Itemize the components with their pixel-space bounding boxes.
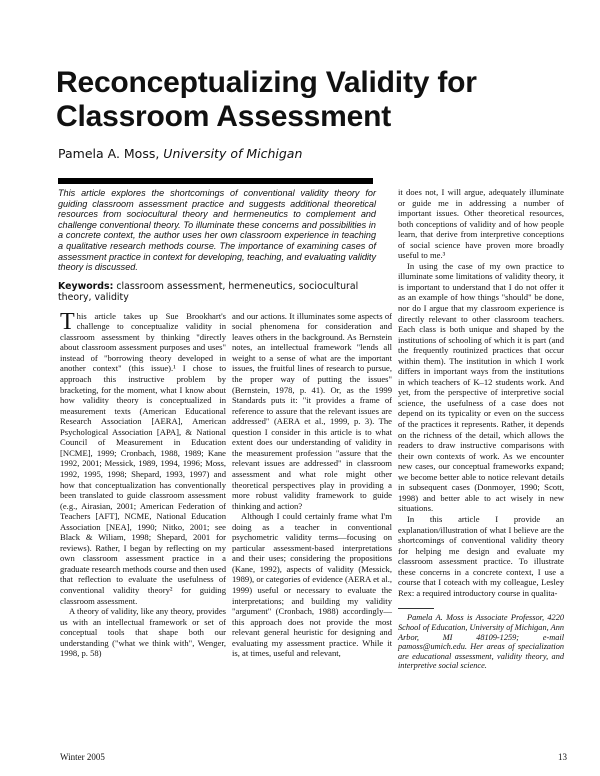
paragraph: it does not, I will argue, adequately illuminate or guide me in addressing a number of important issues. Other theoretical resources, both conceptions of validity and of how people learn, that derive from interpretive conceptions of social science have proven more broadly useful to me.³ bbox=[398, 187, 564, 261]
paragraph: and our actions. It illuminates some aspects of social phenomena for consideration and leaves others in the background. As Bernstein notes, an intellectual framework "lends all weight to a sense of what are the important issues, the fruitful lines of research to pursue, the proper way of putting the issues" (Bernstein, 1978, p. 41). Or, as the 1999 Standards puts it: "it provides a frame of reference to assure that the relevant issues are addressed" (AERA et al., 1999, p. 3). The question I consider in this article is to what extent does our understanding of validity in the measurement profession "assure that the relevant issues are addressed" in classroom assessment and what role might other theoretical perspectives play in providing a more robust validity framework to guide thinking and action? bbox=[232, 310, 392, 511]
page-number: 13 bbox=[558, 752, 567, 762]
footnote-rule bbox=[398, 608, 434, 609]
right-content-block bbox=[398, 187, 564, 671]
author-affiliation: University of Michigan bbox=[163, 146, 303, 161]
paragraph-text: his article takes up Sue Brookhart's challenge to conceptualize validity in classroom assessment by thinking "directly about classroom assessment purposes and uses" instead of "borrowing theory developed in another context" (this issue).¹ I chose to approach this instructive problem by bracketing, for the moment, what I know about how validity theory is conceptualized in measurement texts (American Educational Research Association [AERA], American Psychological Association [APA], & National Council of Measurement in Education [NCME], 1999; Cronbach, 1988, 1989; Kane 1992, 2001; Messick, 1989, 1994, 1996; Moss, 1992, 1995, 1998; Shepard, 1993, 1997) and how that conceptualization has conventionally been translated to guide classroom assessment (e.g., Airasian, 2001; American Federation of Teachers [AFT], NCME, National Education Association [NEA], 1990; Nitko, 2001; see Black & Wiliam, 1998; Shepard, 2001 for reviews). Rather, I began by reflecting on my own classroom assessment practice in a graduate research methods course and then used that reflection to evaluate the usefulness of conventional validity theory² for guiding classroom assessment. bbox=[60, 310, 226, 606]
left-content-block bbox=[58, 178, 394, 659]
body-column-2 bbox=[232, 311, 392, 659]
keywords-label: Keywords: bbox=[58, 280, 114, 292]
body-columns bbox=[60, 308, 394, 659]
body-column-1 bbox=[60, 308, 226, 659]
author-footnote: Pamela A. Moss is Associate Professor, 4220 School of Education, University of Michigan, Ann Arbor, MI 48109-1259; e-mail pamoss@umich.edu. Her areas of specialization are educational assessment, validity theory, and interpretive social science. bbox=[398, 613, 564, 671]
author-line bbox=[58, 146, 302, 161]
paragraph: A theory of validity, like any theory, provides us with an intellectual framework or set of conceptual tools that shape both our understanding ("what we think with", Wenger, 1998, p. 58) bbox=[60, 606, 226, 659]
paragraph: In this article I provide an explanation/illustration of what I believe are the shortcomings of conventional validity theory for helping me design and evaluate my classroom assessment practice. To illustrate these concerns in a concrete context, I use a course that I coteach with my colleague, Lesley Rex: a required introductory course in qualita- bbox=[398, 513, 564, 598]
paragraph: In using the case of my own practice to illuminate some limitations of validity theory, it is important to understand that I do not offer it as an example of how things "should" be done, nor do I argue that my classroom experience is directly relevant to other classroom teachers. Each class is both unique and shaped by the institutions of schooling of which it is part (and the frequently routinized practices that occur within them). The institution in which I work differs in important ways from the institutions in which teachers of K–12 students work. And yet, from the perspective of interpretive social science, the usefulness of a case does not depend on its typicality or even on the success of the practices it represents. Rather, it depends on the richness of the detail, which allows the readers to draw instructive comparisons with their own contexts of work. As we encounter new cases, our conceptual frameworks expand; we become better able to notice relevant details in subsequent cases (Donmoyer, 1990; Scott, 1998) and better able to act wisely in new situations. bbox=[398, 260, 564, 514]
footer-issue: Winter 2005 bbox=[60, 752, 105, 762]
paragraph bbox=[60, 308, 226, 606]
author-name: Pamela A. Moss, bbox=[58, 146, 164, 161]
article-title: Reconceptualizing Validity for Classroom Assessment bbox=[56, 66, 477, 133]
abstract-divider-bar bbox=[58, 178, 373, 184]
keywords-list: classroom assessment, hermeneutics, sociocultural theory, validity bbox=[58, 280, 359, 303]
abstract: This article explores the shortcomings of conventional validity theory for guiding classroom assessment practice and suggests additional theoretical resources from sociocultural theory and hermeneutics to complement and challenge conventional theory. To illuminate these concerns and possibilities in a concrete context, the author uses her own classroom experience in teaching a qualitative research methods course. The importance of examining cases of assessment practice in context for developing, teaching, and evaluating validity theory is discussed. bbox=[58, 188, 376, 273]
body-column-3 bbox=[398, 187, 564, 598]
paragraph: Although I could certainly frame what I'm doing as a teacher in conventional psychometric validity terms—focusing on particular assessment-based interpretations and their uses; considering the propositions (Kane, 1992), aspects of validity (Messick, 1989), or categories of evidence (AERA et al., 1999) useful or necessary to evaluate the interpretations; and building my validity "argument" (Cronbach, 1988) accordingly—this approach does not provide the most relevant general heuristic for designing and evaluating my assessment practice. While it is, at times, useful and relevant, bbox=[232, 511, 392, 659]
keywords bbox=[58, 281, 376, 303]
drop-cap: T bbox=[60, 308, 75, 335]
